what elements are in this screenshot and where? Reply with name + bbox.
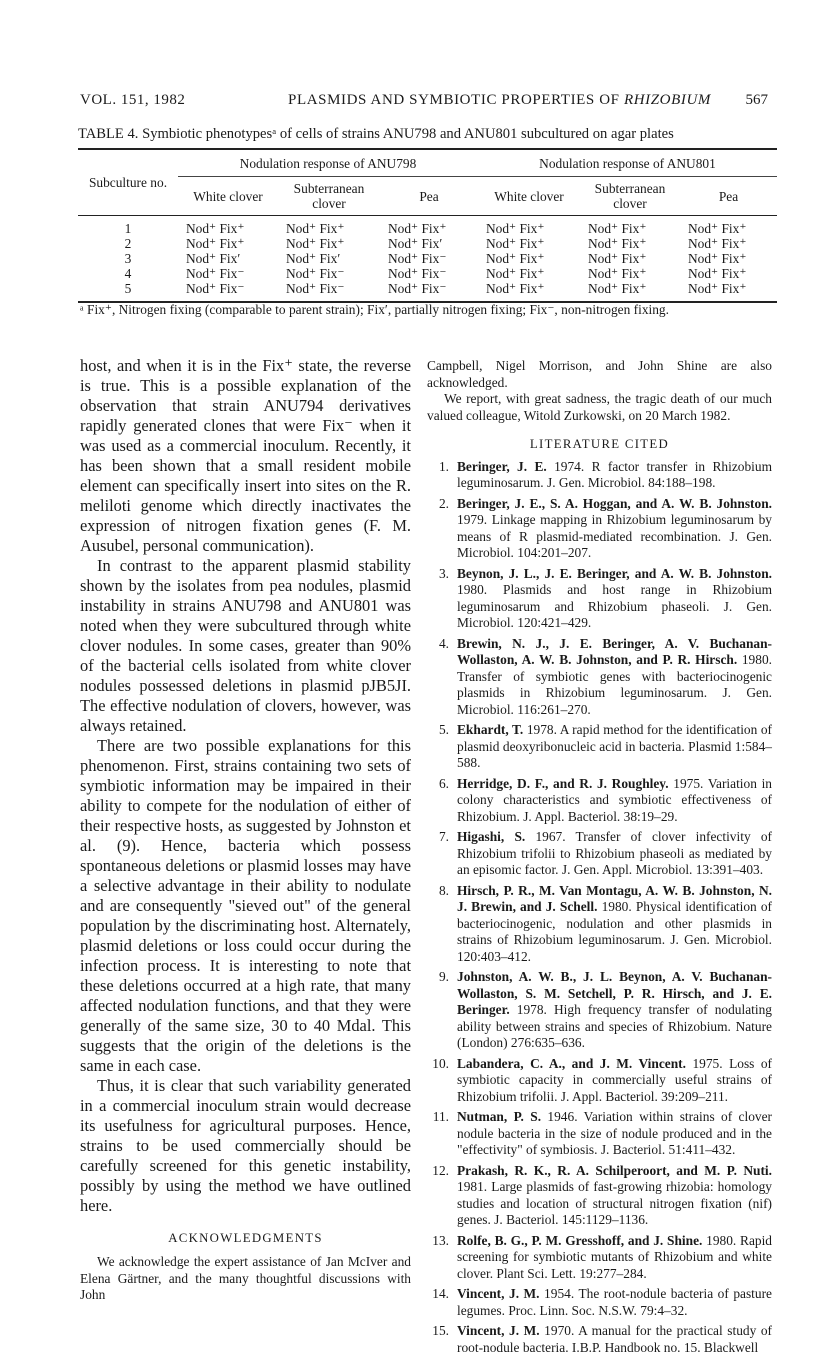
reference-item — [427, 969, 772, 1052]
body-paragraph: In contrast to the apparent plasmid stability shown by the isolates from pea nodules, plasmid instability in strains ANU798 and ANU801 was noted when they were subcultured through white clover nodules. In some cases, greater than 90% of the bacterial cells isolated from white clover nodules possessed deletions in plasmid pJB5JI. The effective nodulation of clovers, however, was always retained. — [80, 556, 411, 735]
reference-number: 13. — [432, 1232, 449, 1248]
reference-item — [427, 566, 772, 632]
phenotype-cell: Nod⁺ Fix⁺ — [486, 251, 545, 266]
reference-authors: Beringer, J. E., S. A. Hoggan, and A. W. B. Johnston. — [457, 495, 772, 511]
reference-list — [427, 459, 772, 1357]
phenotype-cell: Nod⁺ Fix⁺ — [286, 236, 345, 251]
reference-number: 2. — [438, 495, 449, 511]
subculture-no: 2 — [124, 236, 132, 251]
phenotype-cell: Nod⁺ Fix⁻ — [278, 281, 380, 302]
left-column — [80, 356, 411, 1304]
reference-details: 1954. The root-nodule bacteria of pasture legumes. Proc. Linn. Soc. N.S.W. 79:4–32. — [457, 1286, 772, 1318]
reference-authors: Vincent, J. M. — [457, 1323, 540, 1338]
reference-authors: Hirsch, P. R., M. Van Montagu, A. W. B. Johnston, N. J. Brewin, and J. Schell. — [457, 882, 772, 914]
reference-number: 3. — [438, 565, 449, 581]
reference-details: 1980. Transfer of symbiotic genes with bacteriocinogenic plasmids in Rhizobium leguminosarum. J. Gen. Microbiol. 116:261–270. — [457, 652, 772, 717]
reference-item — [427, 1323, 772, 1356]
phenotype-cell: Nod⁺ Fix⁺ — [688, 221, 747, 236]
reference-authors: Beynon, J. L., J. E. Beringer, and A. W. B. Johnston. — [457, 565, 772, 581]
group-header-anu798: Nodulation response of ANU798 — [178, 149, 478, 177]
reference-number: 10. — [432, 1055, 449, 1071]
reference-authors: Nutman, P. S. — [457, 1109, 542, 1124]
table-caption: TABLE 4. Symbiotic phenotypesᵃ of cells of strains ANU798 and ANU801 subcultured on agar plates — [78, 126, 674, 142]
phenotype-cell: Nod⁺ Fix′ — [286, 251, 341, 266]
reference-authors: Vincent, J. M. — [457, 1286, 540, 1301]
table-footnote: ᵃ Fix⁺, Nitrogen fixing (comparable to parent strain); Fix′, partially nitrogen fixing; Fix⁻, non-nitrogen fixing. — [80, 302, 669, 317]
phenotype-cell: Nod⁺ Fix⁺ — [286, 221, 345, 236]
reference-item — [427, 459, 772, 492]
reference-details: 1979. Linkage mapping in Rhizobium leguminosarum by means of R plasmid-mediated recombination. J. Gen. Microbiol. 104:201–207. — [457, 512, 772, 560]
reference-number: 14. — [432, 1286, 449, 1301]
phenotype-cell: Nod⁺ Fix⁺ — [588, 236, 647, 251]
table-row — [78, 266, 777, 281]
reference-number: 5. — [438, 722, 449, 737]
reference-authors: Brewin, N. J., J. E. Beringer, A. V. Buchanan-Wollaston, A. W. B. Johnston, and P. R. Hirsch. — [457, 635, 772, 667]
phenotype-cell: Nod⁺ Fix⁺ — [688, 266, 747, 281]
phenotype-cell: Nod⁺ Fix⁻ — [186, 266, 245, 281]
running-title — [288, 92, 711, 109]
host-header: Subterranean clover — [580, 177, 680, 216]
body-paragraph: host, and when it is in the Fix⁺ state, the reverse is true. This is a possible explanation of the observation that strain ANU794 derivatives rapidly generated clones that were Fix⁻ when it was used as a commercial inoculum. Recently, it has been shown that a small resident mobile element can specifically insert into sites on the R. meliloti genome which directly inactivates the expression of nitrogen fixation genes (F. M. Ausubel, personal communication). — [80, 356, 411, 555]
phenotype-cell: Nod⁺ Fix⁺ — [486, 221, 545, 236]
reference-details: 1970. A manual for the practical study of root-nodule bacteria. I.B.P. Handbook no. 15. Blackwell — [457, 1323, 772, 1355]
running-header — [80, 92, 768, 114]
reference-details: 1974. R factor transfer in Rhizobium leguminosarum. J. Gen. Microbiol. 84:188–198. — [457, 458, 773, 490]
phenotype-cell: Nod⁺ Fix⁺ — [588, 266, 647, 281]
phenotype-cell: Nod⁺ Fix⁺ — [680, 281, 777, 302]
reference-authors: Beringer, J. E. — [457, 458, 547, 474]
subculture-no: 4 — [124, 266, 132, 281]
table-row — [78, 236, 777, 251]
host-header: Pea — [380, 177, 478, 216]
reference-item — [427, 1233, 772, 1283]
reference-details: 1975. Loss of symbiotic capacity in commercially useful strains of Rhizobium trifolii. J. Appl. Bacteriol. 39:209–211. — [457, 1055, 773, 1104]
phenotype-cell: Nod⁺ Fix⁻ — [178, 281, 278, 302]
subculture-no: 5 — [78, 281, 178, 302]
reference-number: 12. — [432, 1162, 449, 1178]
reference-item — [427, 829, 772, 879]
running-title-text: PLASMIDS AND SYMBIOTIC PROPERTIES OF — [288, 92, 620, 108]
phenotype-cell: Nod⁺ Fix⁻ — [380, 281, 478, 302]
reference-number: 4. — [438, 635, 449, 651]
reference-details: 1946. Variation within strains of clover nodule bacteria in the size of nodule produced and in the "effectivity" of symbiosis. J. Bacteriol. 51:411–432. — [457, 1109, 772, 1157]
table-row — [78, 281, 777, 302]
phenotype-cell: Nod⁺ Fix⁺ — [580, 281, 680, 302]
reference-number: 9. — [438, 969, 449, 984]
reference-authors: Higashi, S. — [457, 829, 526, 844]
reference-number: 7. — [438, 829, 449, 844]
subculture-header: Subculture no. — [78, 149, 178, 216]
reference-item — [427, 496, 772, 562]
acknowledgments-memorial: We report, with great sadness, the tragic death of our much valued colleague, Witold Zurkowski, on 20 March 1982. — [427, 391, 772, 423]
right-column — [427, 358, 772, 1360]
phenotype-cell: Nod⁺ Fix⁺ — [588, 221, 647, 236]
host-header: Pea — [680, 177, 777, 216]
body-paragraph: There are two possible explanations for this phenomenon. First, strains containing two sets of symbiotic information may be impaired in their ability to compete for the nodulation of either of their respective hosts, as suggested by Johnston et al. (9). Hence, bacteria which possess spontaneous deletions or plasmid losses may have a selective advantage in their ability to nodulate and are consequently "sieved out" of the general population by the discriminating host. Alternately, plasmid deletions or loss could occur during the infection process. It is interesting to note that these deletions occurred at a high rate, that many affected nodulation functions, and that they were generally of the same size, 30 to 40 Mdal. This suggests that the origin of the deletions is the same in each case. — [80, 736, 411, 1075]
page-number: 567 — [745, 92, 768, 108]
volume-info: VOL. 151, 1982 — [80, 92, 186, 108]
running-title-genus: RHIZOBIUM — [623, 92, 712, 108]
reference-authors: Rolfe, B. G., P. M. Gresshoff, and J. Shine. — [457, 1232, 703, 1248]
reference-details: 1978. A rapid method for the identification of plasmid deoxyribonucleic acid in bacteria. Plasmid 1:584–588. — [457, 722, 773, 770]
literature-cited-heading: LITERATURE CITED — [529, 437, 670, 451]
reference-authors: Johnston, A. W. B., J. L. Beynon, A. V. Buchanan-Wollaston, S. M. Setchell, P. R. Hirsch, and J. E. Beringer. — [457, 969, 772, 1017]
reference-item — [427, 1109, 772, 1159]
phenotype-cell: Nod⁺ Fix⁻ — [388, 251, 447, 266]
phenotype-cell: Nod⁺ Fix⁺ — [388, 221, 447, 236]
phenotype-cell: Nod⁺ Fix′ — [388, 236, 443, 251]
reference-details: 1980. Plasmids and host range in Rhizobium leguminosarum and Rhizobium phaseoli. J. Gen. Microbiol. 120:421–429. — [457, 582, 772, 630]
reference-item — [427, 722, 772, 772]
host-header: White clover — [178, 177, 278, 216]
host-header: White clover — [478, 177, 580, 216]
reference-details: 1980. Physical identification of bacteriocinogenic, nodulation and other plasmids in strains of Rhizobium leguminosarum. J. Gen. Microbiol. 120:403–412. — [457, 899, 772, 964]
reference-details: 1975. Variation in colony characteristics and symbiotic effectiveness of Rhizobium. J. Appl. Bacteriol. 38:19–29. — [457, 775, 772, 824]
reference-item — [427, 1056, 772, 1106]
reference-details: 1967. Transfer of clover infectivity of Rhizobium trifolii to Rhizobium phaseoli as mediated by an episomic factor. J. Gen. Appl. Microbiol. 13:391–403. — [457, 829, 772, 877]
reference-details: 1978. High frequency transfer of nodulating ability between strains and species of Rhizobium. Nature (London) 276:635–636. — [457, 1002, 772, 1050]
reference-item — [427, 636, 772, 719]
reference-item — [427, 883, 772, 966]
reference-authors: Labandera, C. A., and J. M. Vincent. — [457, 1055, 686, 1071]
reference-authors: Ekhardt, T. — [457, 722, 524, 737]
subculture-no: 1 — [124, 221, 132, 236]
phenotype-cell: Nod⁺ Fix⁺ — [186, 236, 245, 251]
reference-number: 6. — [438, 775, 449, 791]
reference-item — [427, 776, 772, 826]
subculture-no: 3 — [124, 251, 132, 266]
reference-number: 15. — [432, 1323, 449, 1338]
reference-authors: Herridge, D. F., and R. J. Roughley. — [457, 775, 669, 791]
phenotype-cell: Nod⁺ Fix′ — [186, 251, 241, 266]
table-row — [78, 251, 777, 266]
acknowledgments-continued: Campbell, Nigel Morrison, and John Shine are also acknowledged. — [427, 358, 772, 390]
phenotype-cell: Nod⁺ Fix⁺ — [478, 281, 580, 302]
phenotype-cell: Nod⁺ Fix⁺ — [688, 251, 747, 266]
phenotype-cell: Nod⁺ Fix⁺ — [688, 236, 747, 251]
reference-number: 1. — [438, 458, 449, 474]
acknowledgments-heading: ACKNOWLEDGMENTS — [168, 1231, 323, 1245]
phenotype-cell: Nod⁺ Fix⁺ — [186, 221, 245, 236]
reference-item — [427, 1286, 772, 1319]
body-paragraph: Thus, it is clear that such variability generated in a commercial inoculum strain would decrease its usefulness for agricultural purposes. Hence, strains to be used commercially should be carefully screened for this genetic instability, possibly by using the method we have outlined here. — [80, 1076, 411, 1215]
group-header-anu801: Nodulation response of ANU801 — [478, 149, 777, 177]
reference-number: 11. — [432, 1109, 449, 1124]
table-row — [78, 216, 777, 237]
phenotype-cell: Nod⁺ Fix⁺ — [588, 251, 647, 266]
phenotype-cell: Nod⁺ Fix⁺ — [486, 236, 545, 251]
acknowledgments-text: We acknowledge the expert assistance of Jan McIver and Elena Gärtner, and the many thoughtful discussions with John — [80, 1254, 411, 1302]
phenotype-cell: Nod⁺ Fix⁺ — [486, 266, 545, 281]
reference-details: 1980. Rapid screening for symbiotic mutants of Rhizobium and white clover. Plant Sci. Lett. 19:277–284. — [457, 1232, 773, 1281]
symbiotic-phenotype-table — [78, 148, 777, 303]
reference-details: 1981. Large plasmids of fast-growing rhizobia: homology studies and location of structural nitrogen fixation (nif) genes. J. Bacteriol. 145:1129–1136. — [457, 1179, 772, 1227]
phenotype-cell: Nod⁺ Fix⁻ — [388, 266, 447, 281]
reference-number: 8. — [438, 882, 449, 898]
host-header: Subterranean clover — [278, 177, 380, 216]
reference-item — [427, 1163, 772, 1229]
reference-authors: Prakash, R. K., R. A. Schilperoort, and M. P. Nuti. — [457, 1162, 772, 1178]
phenotype-cell: Nod⁺ Fix⁻ — [286, 266, 345, 281]
